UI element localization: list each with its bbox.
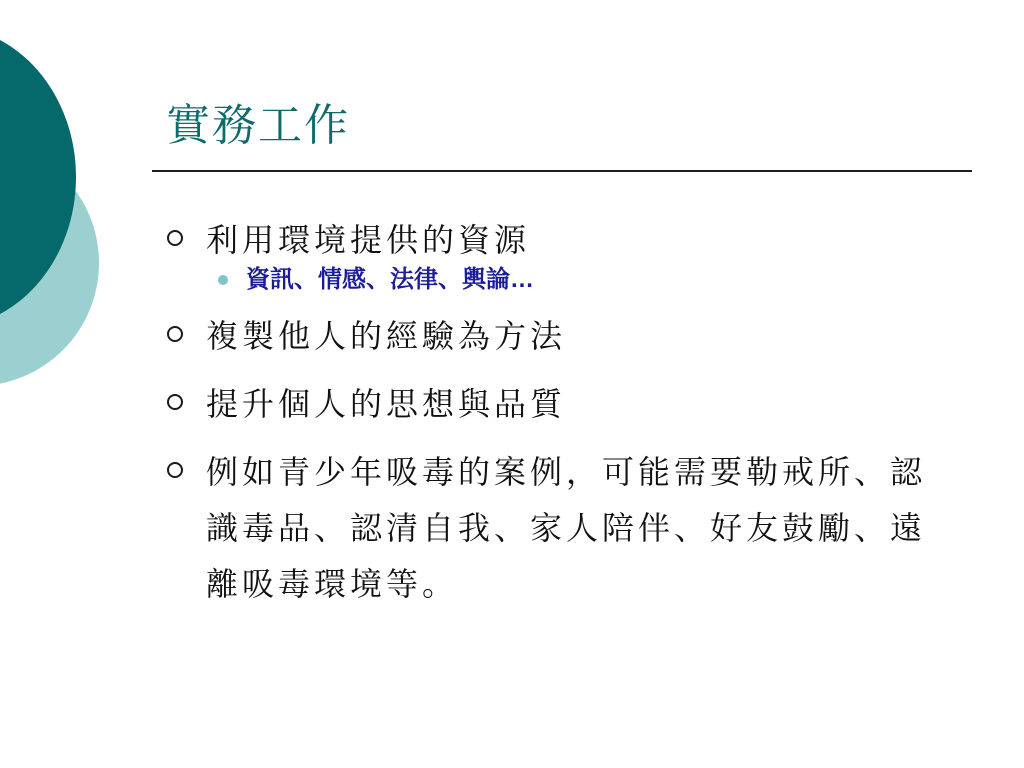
bullet-item <box>160 376 950 432</box>
sub-bullet-text: 資訊、情感、法律、輿論… <box>246 266 534 293</box>
sub-bullet-item <box>160 258 950 302</box>
bullet-text: 複製他人的經驗為方法 <box>206 317 567 355</box>
hollow-circle-bullet-icon <box>167 326 183 342</box>
bullet-item <box>160 444 950 612</box>
title-divider <box>152 170 972 172</box>
slide-title: 實務工作 <box>166 100 350 151</box>
hollow-circle-bullet-icon <box>167 394 183 410</box>
bullet-text: 利用環境提供的資源 <box>206 221 531 259</box>
hollow-circle-bullet-icon <box>167 230 183 246</box>
bullet-item <box>160 308 950 364</box>
bullet-text: 提升個人的思想與品質 <box>206 385 567 423</box>
dot-bullet-icon <box>218 275 228 285</box>
bullet-list <box>160 212 950 612</box>
hollow-circle-bullet-icon <box>167 462 183 478</box>
bullet-text: 例如青少年吸毒的案例，可能需要勒戒所、認識毒品、認清自我、家人陪伴、好友鼓勵、遠離吸毒環境等。 <box>206 453 927 603</box>
